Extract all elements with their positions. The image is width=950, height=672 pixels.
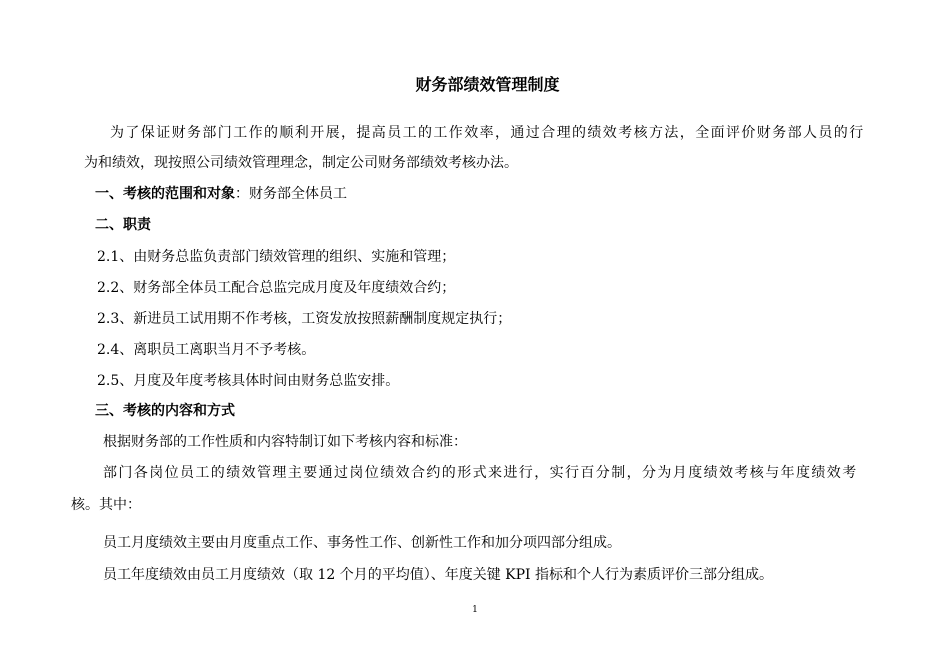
document-title: 财务部绩效管理制度: [415, 75, 560, 94]
section-1-colon: ：: [235, 186, 249, 202]
section-3-heading: 三、考核的内容和方式: [95, 403, 235, 419]
intro-paragraph-line-1: 为了保证财务部门工作的顺利开展，提高员工的工作效率，通过合理的绩效考核方法，全面评价财务部人员的行: [110, 125, 865, 141]
section-3-paragraph-1: 根据财务部的工作性质和内容特制订如下考核内容和标准：: [103, 434, 467, 450]
duty-item: 2.5、月度及年度考核具体时间由财务总监安排。: [97, 373, 400, 389]
section-3-paragraph-2-line-2: 核。其中：: [71, 497, 141, 513]
section-3-paragraph-2-line-1: 部门各岗位员工的绩效管理主要通过岗位绩效合约的形式来进行，实行百分制，分为月度绩效考核与年度绩效考: [103, 465, 858, 481]
duty-item: 2.3、新进员工试用期不作考核，工资发放按照薪酬制度规定执行；: [97, 311, 512, 327]
duty-item: 2.4、离职员工离职当月不予考核。: [97, 342, 316, 358]
section-1-heading: 一、考核的范围和对象: [95, 186, 235, 202]
duty-item: 2.2、财务部全体员工配合总监完成月度及年度绩效合约；: [97, 280, 456, 296]
section-2-heading: 二、职责: [95, 217, 151, 233]
section-3-paragraph-3: 员工月度绩效主要由月度重点工作、事务性工作、创新性工作和加分项四部分组成。: [103, 535, 621, 551]
page-number: 1: [472, 605, 478, 615]
section-1-line: [95, 184, 347, 204]
intro-paragraph-line-2: 为和绩效，现按照公司绩效管理理念，制定公司财务部绩效考核办法。: [84, 155, 518, 171]
duty-item: 2.1、由财务总监负责部门绩效管理的组织、实施和管理；: [97, 249, 456, 265]
section-3-paragraph-4: 员工年度绩效由员工月度绩效（取 12 个月的平均值）、年度关键 KPI 指标和个人行为素质评价三部分组成。: [103, 567, 774, 583]
section-1-text: 财务部全体员工: [249, 186, 347, 202]
